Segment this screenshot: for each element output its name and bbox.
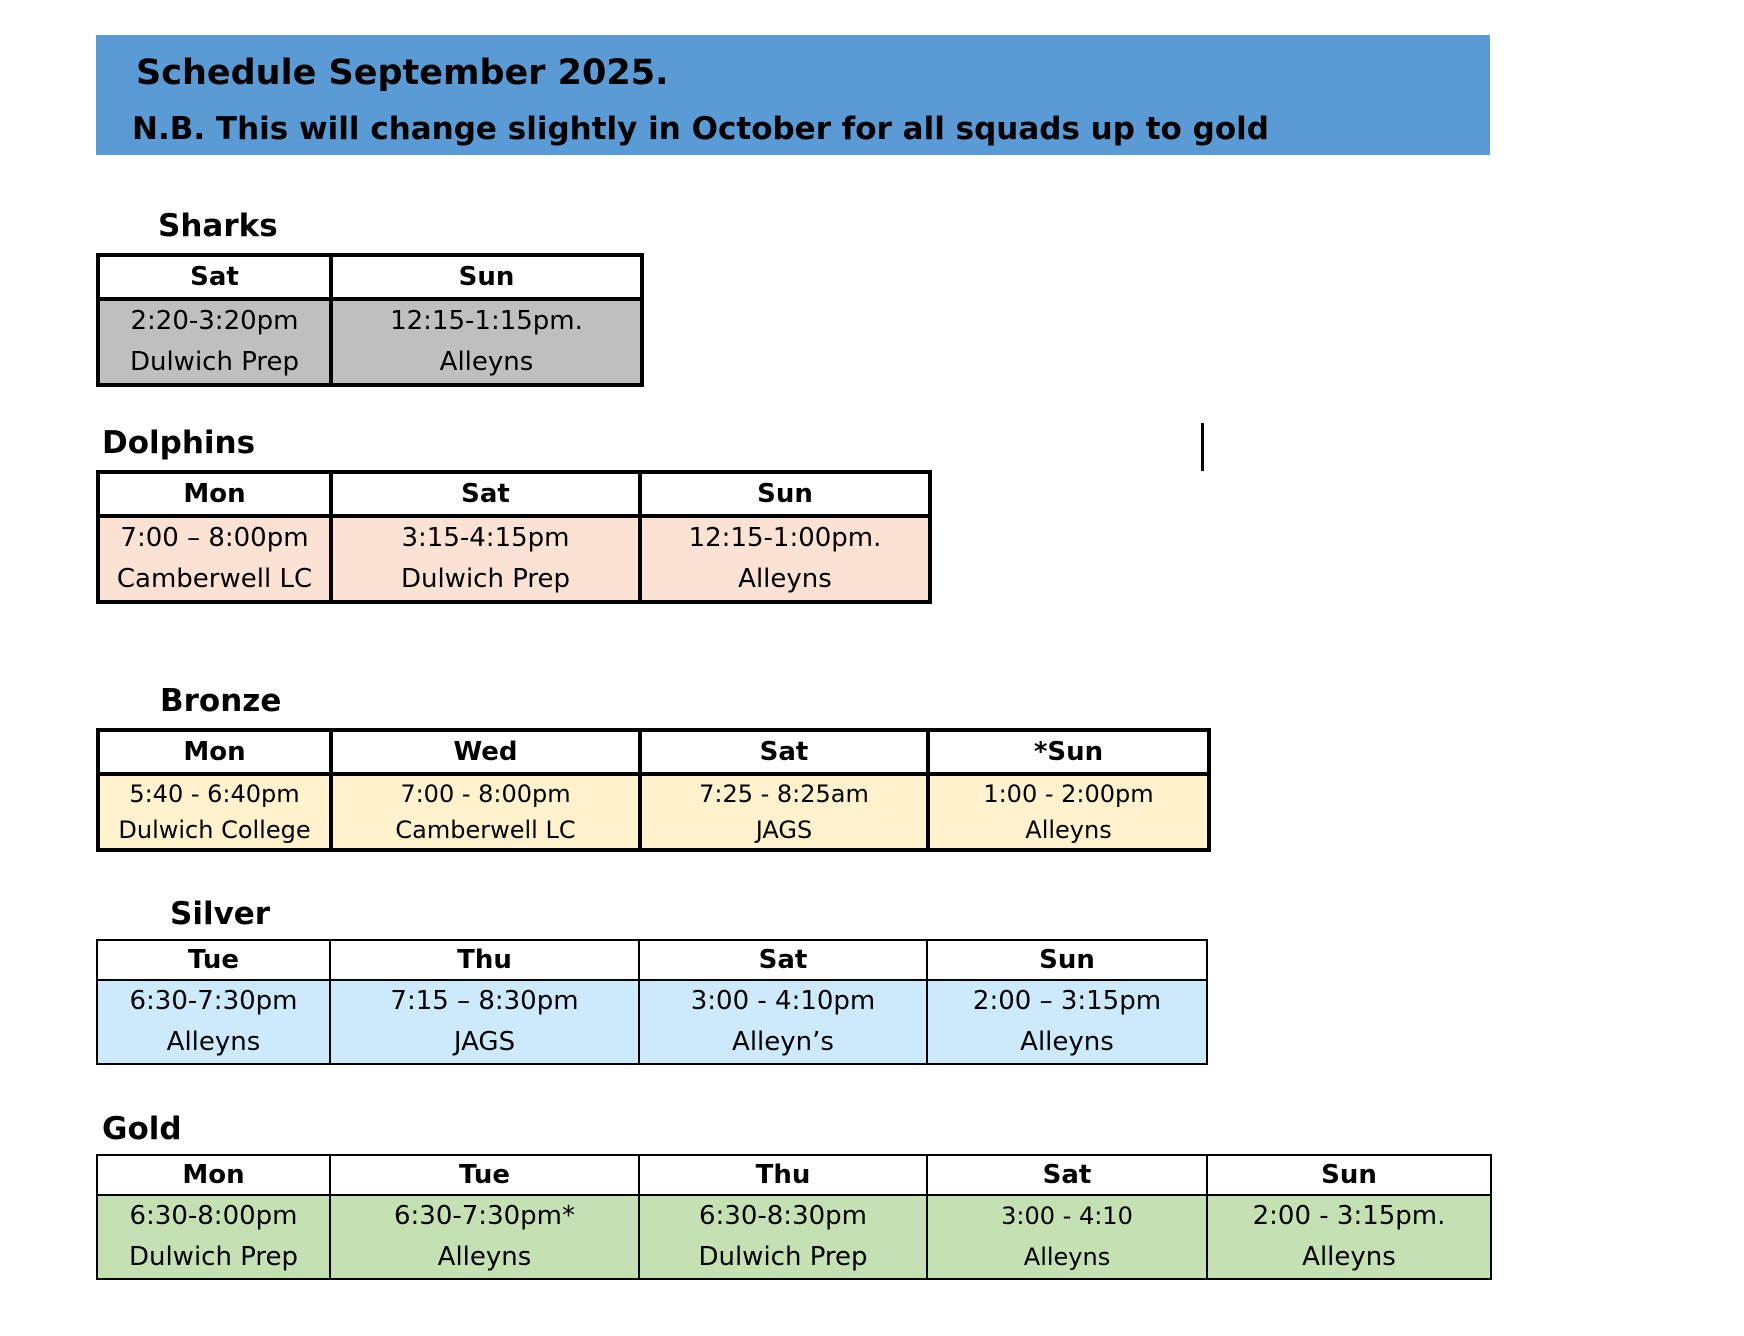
session-venue: Dulwich Prep [400,564,571,594]
session-venue: Dulwich Prep [129,347,300,377]
squad-title-silver: Silver [170,896,271,932]
session-row [98,774,1209,850]
session-cell [331,516,640,602]
day-header: Mon [98,472,331,516]
session-cell [331,299,642,385]
session-time: 6:30-8:00pm [129,1201,298,1231]
day-header: Sat [639,940,927,980]
session-venue: Alleyn’s [732,1027,834,1057]
day-header: Wed [331,730,640,774]
schedule-table-dolphins [96,470,932,604]
session-venue: Alleyns [437,1242,532,1272]
session-row [97,1195,1491,1279]
session-venue: Alleyns [439,347,534,377]
page-title: Schedule September 2025. [136,53,669,93]
squad-title-sharks: Sharks [158,208,278,244]
header-row [97,1155,1491,1195]
session-time: 2:00 - 3:15pm. [1252,1201,1446,1231]
session-cell [98,774,331,850]
session-venue: Alleyns [738,564,832,594]
day-header: Sun [640,472,930,516]
session-cell [928,774,1209,850]
session-time: 3:00 - 4:10pm [690,986,876,1016]
day-header: Tue [330,1155,639,1195]
session-time: 7:00 – 8:00pm [120,523,309,553]
session-cell [97,1195,330,1279]
session-time: 6:30-7:30pm [129,986,298,1016]
session-venue: Alleyns [1020,1027,1114,1057]
session-row [98,299,642,385]
day-header: Sun [1207,1155,1491,1195]
session-cell [331,774,640,850]
session-venue: Dulwich Prep [698,1242,868,1272]
day-header: Sat [331,472,640,516]
session-time: 12:15-1:00pm. [688,523,882,553]
session-cell [927,1195,1207,1279]
header-row [98,255,642,299]
schedule-table-bronze [96,728,1211,852]
session-time: 6:30-8:30pm [699,1201,867,1231]
session-time: 2:20-3:20pm [130,306,299,336]
session-cell [97,980,330,1064]
session-cell [98,516,331,602]
session-time: 7:00 - 8:00pm [400,780,571,808]
session-time: 7:25 - 8:25am [699,780,869,808]
session-row [98,516,930,602]
session-time: 3:00 - 4:10 [1001,1202,1133,1230]
day-header: Sat [98,255,331,299]
squad-title-gold: Gold [102,1111,182,1147]
session-time: 12:15-1:15pm. [390,306,583,336]
day-header: Mon [98,730,331,774]
text-cursor [1201,423,1204,471]
session-venue: Alleyns [1302,1242,1396,1272]
session-cell [639,980,927,1064]
session-cell [330,980,639,1064]
squad-title-bronze: Bronze [160,683,282,719]
squad-title-dolphins: Dolphins [102,425,256,461]
day-header: Sun [331,255,642,299]
session-cell [927,980,1207,1064]
session-time: 7:15 – 8:30pm [390,986,579,1016]
session-cell [330,1195,639,1279]
session-cell [639,1195,927,1279]
session-venue: Dulwich College [118,816,311,844]
session-venue: Dulwich Prep [128,1242,299,1272]
session-venue: Camberwell LC [395,816,576,844]
day-header: Sat [640,730,928,774]
session-venue: Alleyns [166,1027,261,1057]
day-header: Thu [639,1155,927,1195]
day-header: Tue [97,940,330,980]
header-row [98,730,1209,774]
session-time: 1:00 - 2:00pm [983,780,1154,808]
session-venue: Camberwell LC [116,564,313,594]
session-time: 3:15-4:15pm [401,523,570,553]
session-time: 6:30-7:30pm* [394,1201,575,1231]
day-header: Mon [97,1155,330,1195]
session-row [97,980,1207,1064]
session-venue: JAGS [453,1027,516,1057]
session-venue: Alleyns [1023,1243,1111,1271]
day-header: Sun [927,940,1207,980]
session-cell [640,774,928,850]
session-venue: JAGS [755,816,813,844]
session-time: 2:00 – 3:15pm [972,986,1162,1016]
schedule-table-gold [96,1154,1492,1280]
session-cell [1207,1195,1491,1279]
session-cell [640,516,930,602]
header-banner [96,35,1490,155]
schedule-table-sharks [96,253,644,387]
header-row [97,940,1207,980]
header-row [98,472,930,516]
session-cell [98,299,331,385]
day-header: Thu [330,940,639,980]
page-note: N.B. This will change slightly in October for all squads up to gold [132,111,1269,147]
schedule-table-silver [96,939,1208,1065]
day-header: *Sun [928,730,1209,774]
day-header: Sat [927,1155,1207,1195]
session-time: 5:40 - 6:40pm [129,780,300,808]
session-venue: Alleyns [1025,816,1112,844]
